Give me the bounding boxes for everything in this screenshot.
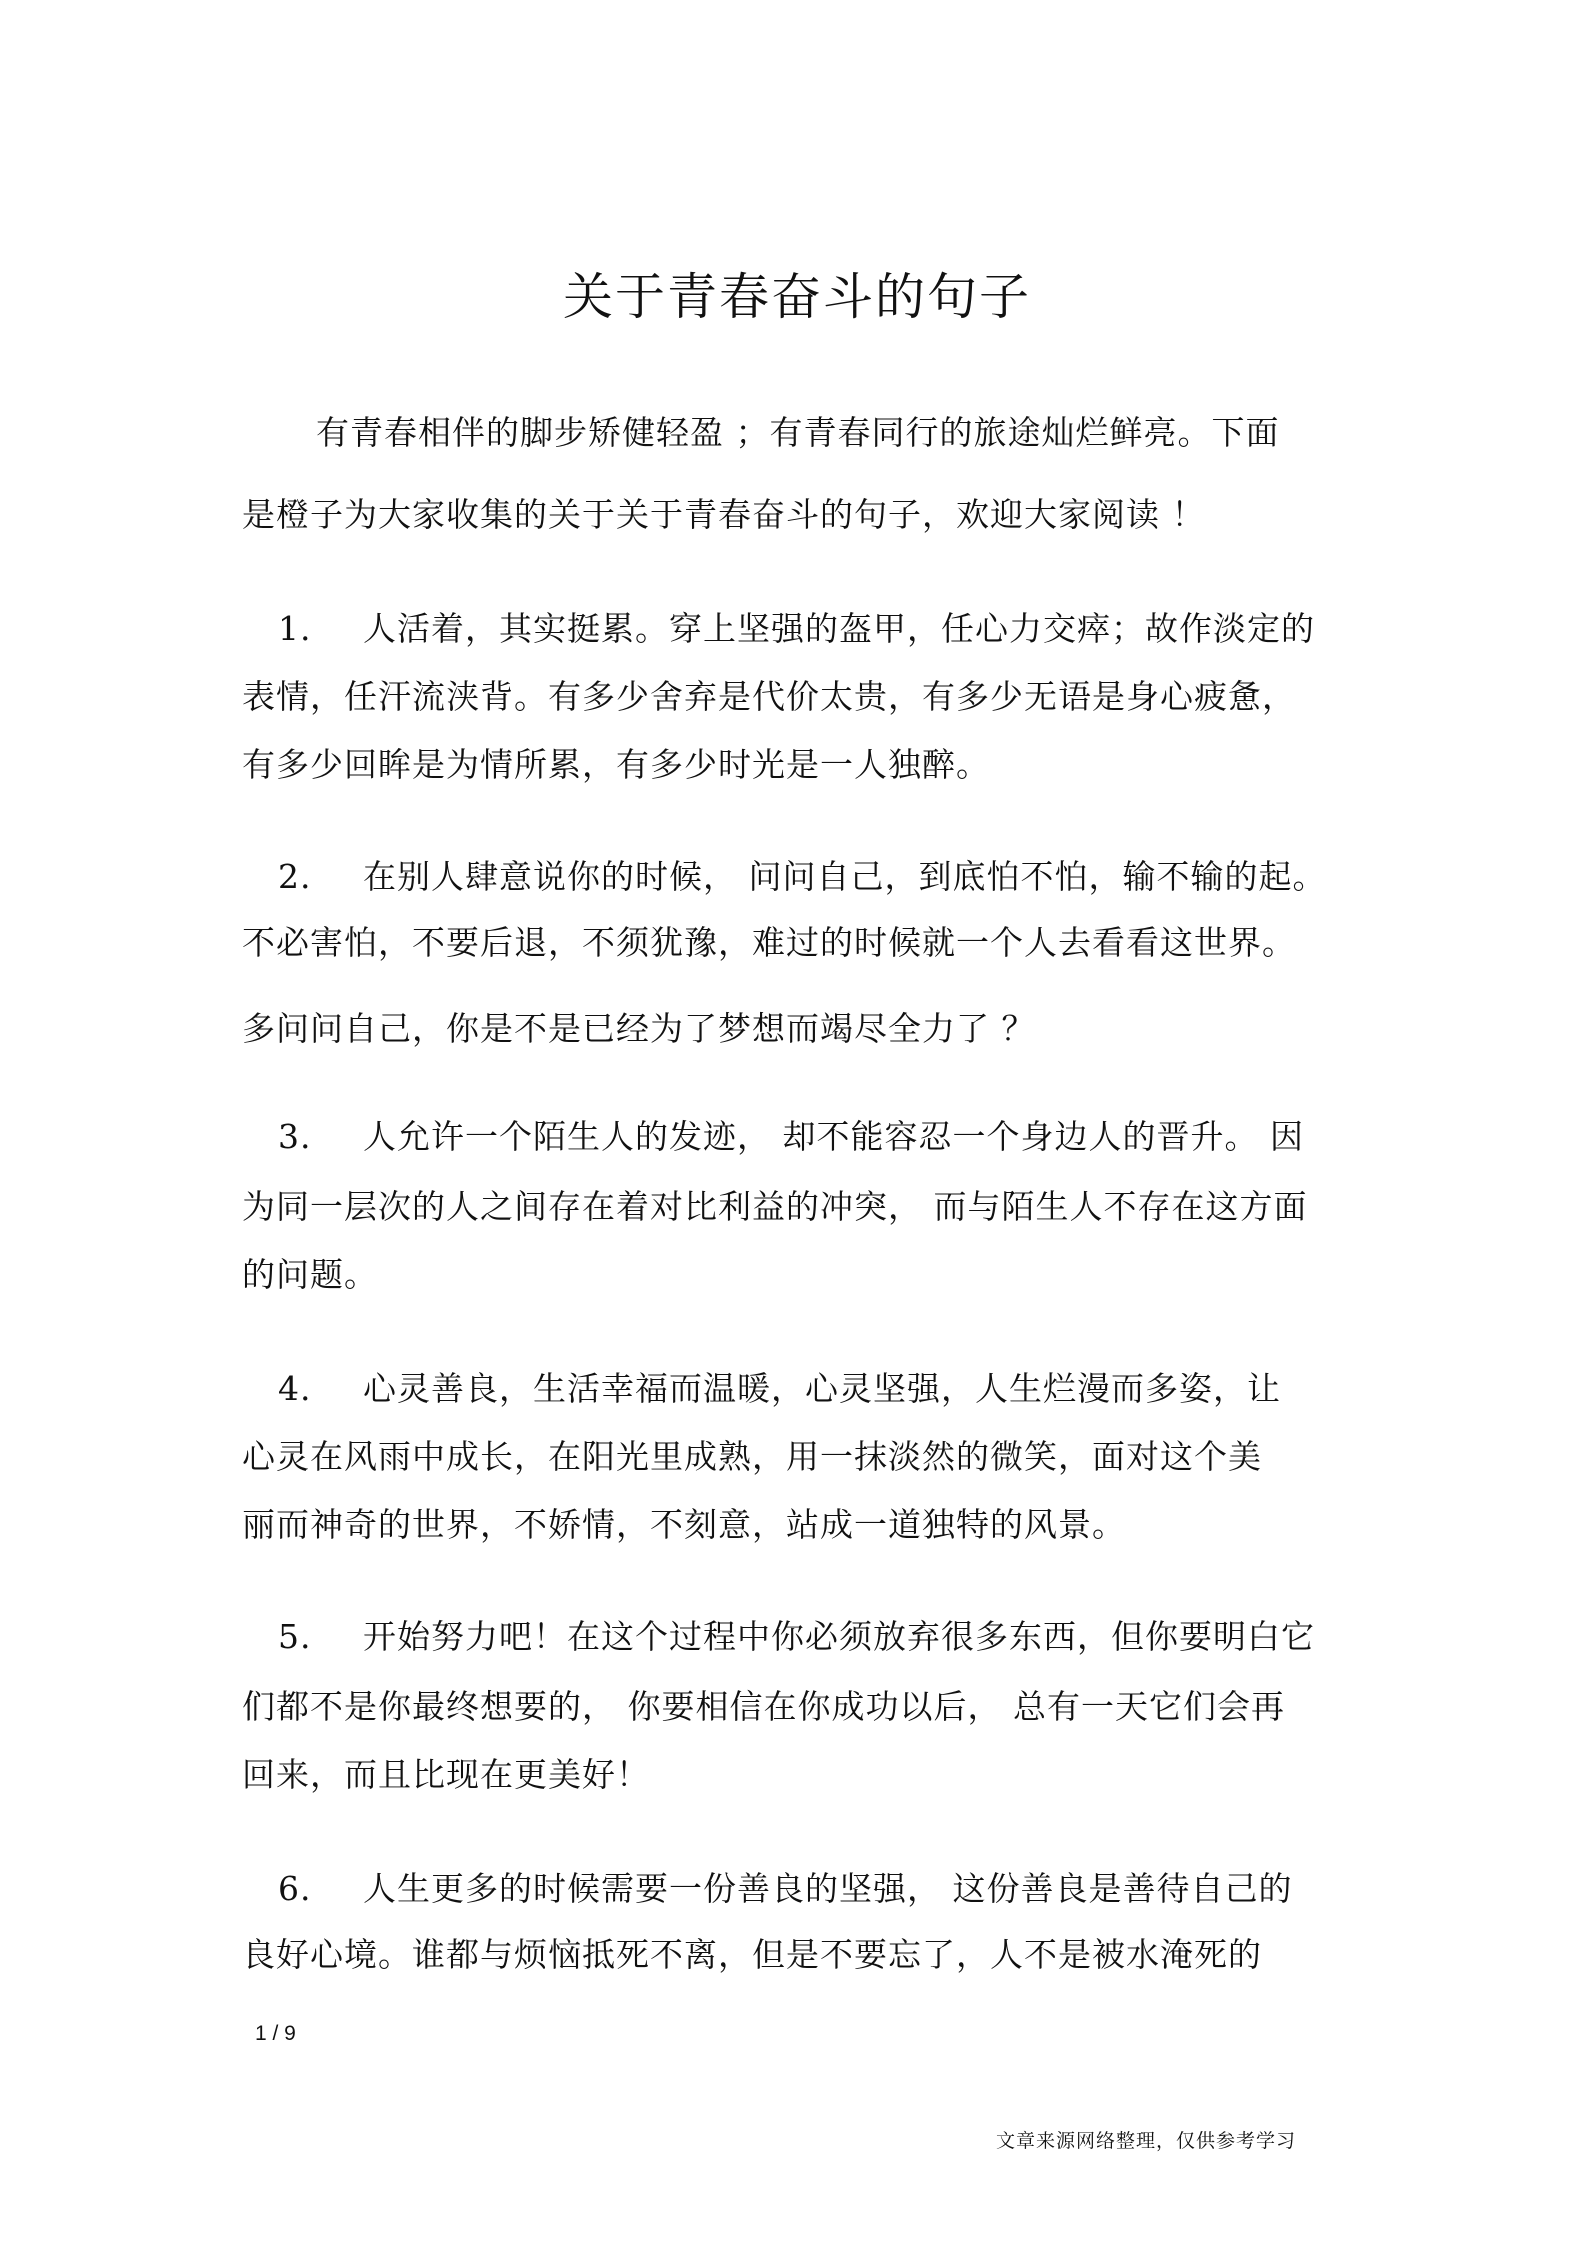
item-2-line-2: 不必害怕，不要后退，不须犹豫，难过的时候就一个人去看看这世界。 (242, 923, 1296, 962)
item-text: 人允许一个陌生人的发迹， 却不能容忍一个身边人的晋升。 因 (363, 1117, 1304, 1156)
item-4-line-2: 心灵在风雨中成长，在阳光里成熟，用一抹淡然的微笑，面对这个美 (242, 1437, 1262, 1476)
item-number: 6. (278, 1869, 312, 1908)
item-1-line-2: 表情，任汗流浃背。有多少舍弃是代价太贵，有多少无语是身心疲惫， (242, 677, 1296, 716)
item-3-line-2: 为同一层次的人之间存在着对比利益的冲突， 而与陌生人不存在这方面 (242, 1187, 1308, 1226)
item-text: 在别人肆意说你的时候， 问问自己，到底怕不怕，输不输的起。 (363, 857, 1327, 896)
list-item-5 (242, 1612, 1315, 1662)
page-number: 1 / 9 (255, 2022, 296, 2045)
footer-note: 文章来源网络整理，仅供参考学习 (996, 2130, 1297, 2152)
item-text: 人活着，其实挺累。穿上坚强的盔甲，任心力交瘁；故作淡定的 (363, 609, 1315, 648)
item-text: 人生更多的时候需要一份善良的坚强， 这份善良是善待自己的 (363, 1869, 1293, 1908)
item-2-line-3: 多问问自己，你是不是已经为了梦想而竭尽全力了 ？ (242, 1009, 1036, 1048)
item-5-line-3: 回来，而且比现在更美好！ (242, 1755, 650, 1794)
list-item-1 (242, 604, 1315, 654)
item-4-line-3: 丽而神奇的世界，不娇情，不刻意，站成一道独特的风景。 (242, 1505, 1126, 1544)
intro-line-2: 是橙子为大家收集的关于关于青春奋斗的句子，欢迎大家阅读 ！ (242, 495, 1206, 534)
item-5-line-2: 们都不是你最终想要的， 你要相信在你成功以后， 总有一天它们会再 (242, 1687, 1285, 1726)
item-1-line-3: 有多少回眸是为情所累，有多少时光是一人独醉。 (242, 745, 990, 784)
document-title: 关于青春奋斗的句子 (563, 268, 1031, 326)
item-number: 2. (278, 857, 312, 896)
item-3-line-3: 的问题。 (242, 1255, 378, 1294)
item-number: 3. (278, 1117, 312, 1156)
item-text: 心灵善良，生活幸福而温暖，心灵坚强，人生烂漫而多姿，让 (363, 1369, 1281, 1408)
item-text: 开始努力吧！在这个过程中你必须放弃很多东西，但你要明白它 (363, 1617, 1315, 1656)
list-item-4 (242, 1364, 1281, 1414)
item-number: 5. (278, 1617, 312, 1656)
intro-line-1: 有青春相伴的脚步矫健轻盈 ；有青春同行的旅途灿烂鲜亮。下面 (316, 413, 1280, 452)
list-item-6 (242, 1864, 1293, 1914)
item-number: 4. (278, 1369, 312, 1408)
item-number: 1. (278, 609, 312, 648)
list-item-2 (242, 852, 1327, 902)
list-item-3 (242, 1112, 1304, 1162)
item-6-line-2: 良好心境。谁都与烦恼抵死不离，但是不要忘了，人不是被水淹死的 (242, 1935, 1262, 1974)
